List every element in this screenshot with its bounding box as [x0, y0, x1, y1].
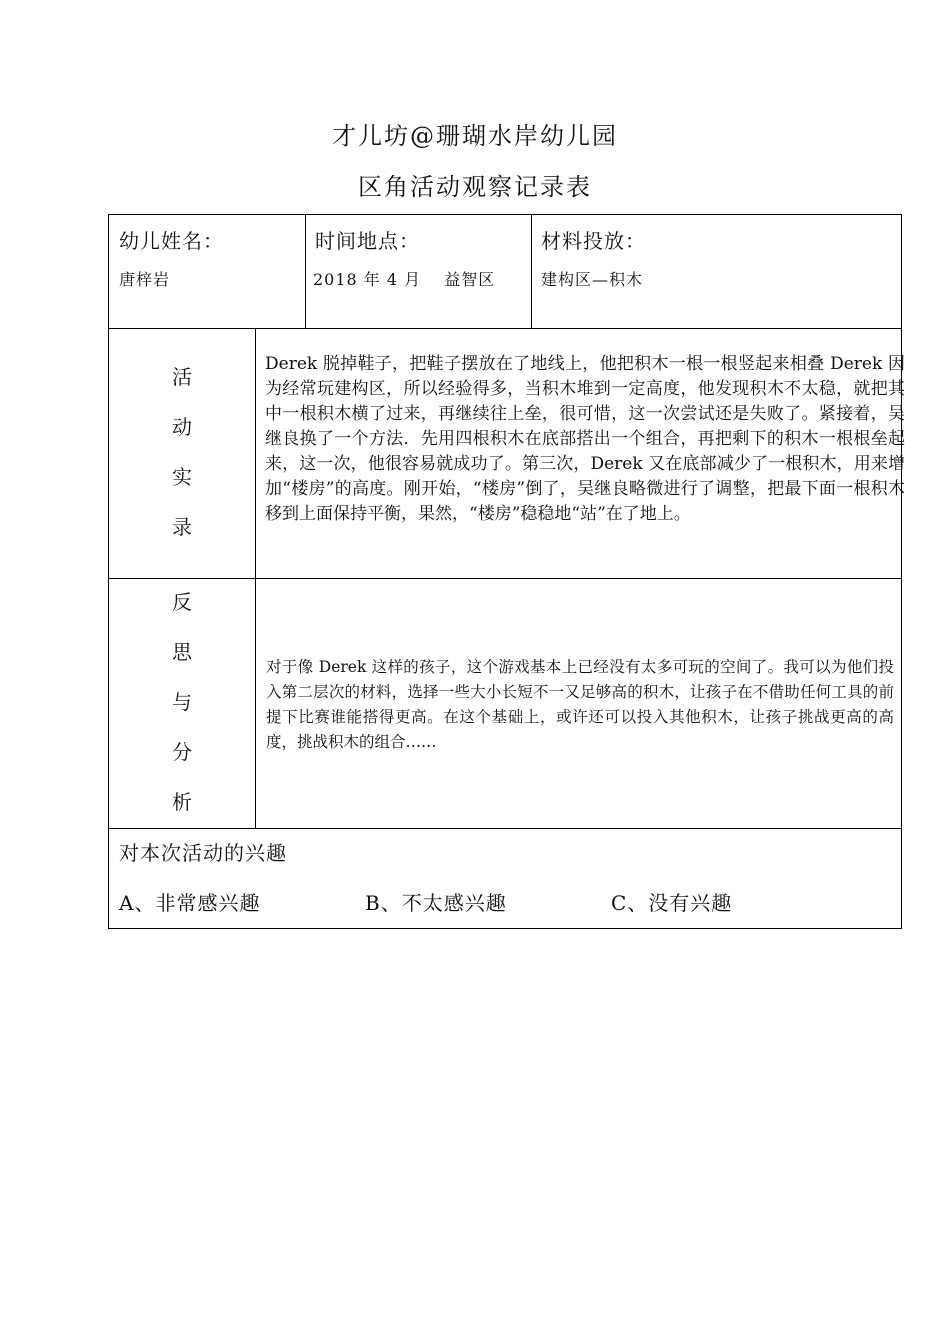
label-char: 分	[172, 740, 192, 764]
interest-option-c: C、没有兴趣	[611, 891, 733, 915]
page-title-school: 才儿坊@珊瑚水岸幼儿园	[332, 122, 618, 150]
label-char: 思	[172, 640, 192, 664]
activity-record-text: Derek 脱掉鞋子，把鞋子摆放在了地线上，他把积木一根一根竖起来相叠 Derek 因为经常玩建构区，所以经验得多，当积木堆到一定高度，他发现积木不太稳，就把其中一根积木横了过来，再继续往上垒，很可惜，这一次尝试还是失败了。紧接着，吴继良换了一个方法．先用四根积木在底部搭出一个组合，再把剩下的积木一根根垒起来，这一次，他很容易就成功了。第三次，Derek 又在底部减少了一根积木，用来增加“楼房”的高度。刚开始，“楼房”倒了，吴继良略微进行了调整，把最下面一根积木移到上面保持平衡，果然，“楼房”稳稳地“站”在了地上。	[265, 354, 905, 524]
reflection-analysis-label	[162, 586, 202, 836]
material-label: 材料投放：	[541, 229, 646, 253]
label-char: 实	[172, 465, 192, 489]
interest-title: 对本次活动的兴趣	[119, 841, 287, 865]
time-place-label: 时间地点：	[315, 229, 420, 253]
label-char: 与	[172, 690, 192, 714]
col-divider-label	[255, 328, 256, 828]
interest-option-b: B、不太感兴趣	[365, 891, 507, 915]
label-char: 动	[172, 415, 192, 439]
row-divider-reflection	[109, 828, 902, 829]
child-name-label: 幼儿姓名：	[119, 229, 224, 253]
row-divider-info	[109, 328, 902, 329]
page-title-form: 区角活动观察记录表	[358, 173, 592, 201]
row-divider-record	[109, 578, 902, 579]
material-value: 建构区—积木	[541, 270, 644, 289]
reflection-analysis-text: 对于像 Derek 这样的孩子，这个游戏基本上已经没有太多可玩的空间了。我可以为他们投入第二层次的材料，选择一些大小长短不一又足够高的积木，让孩子在不借助任何工具的前提下比赛谁能搭得更高。在这个基础上，或许还可以投入其他积木，让孩子挑战更高的高度，挑战积木的组合……	[266, 658, 894, 751]
activity-record-label	[162, 361, 202, 561]
observation-form-table	[108, 214, 905, 929]
label-char: 录	[172, 515, 192, 539]
child-name-value: 唐梓岩	[119, 270, 171, 289]
interest-option-a: A、非常感兴趣	[119, 891, 261, 915]
col-divider-name	[305, 215, 306, 328]
label-char: 析	[172, 790, 192, 814]
label-char: 反	[172, 590, 192, 614]
time-place-value: 2018 年 4 月 益智区	[313, 270, 496, 289]
label-char: 活	[172, 365, 192, 389]
col-divider-time	[531, 215, 532, 328]
